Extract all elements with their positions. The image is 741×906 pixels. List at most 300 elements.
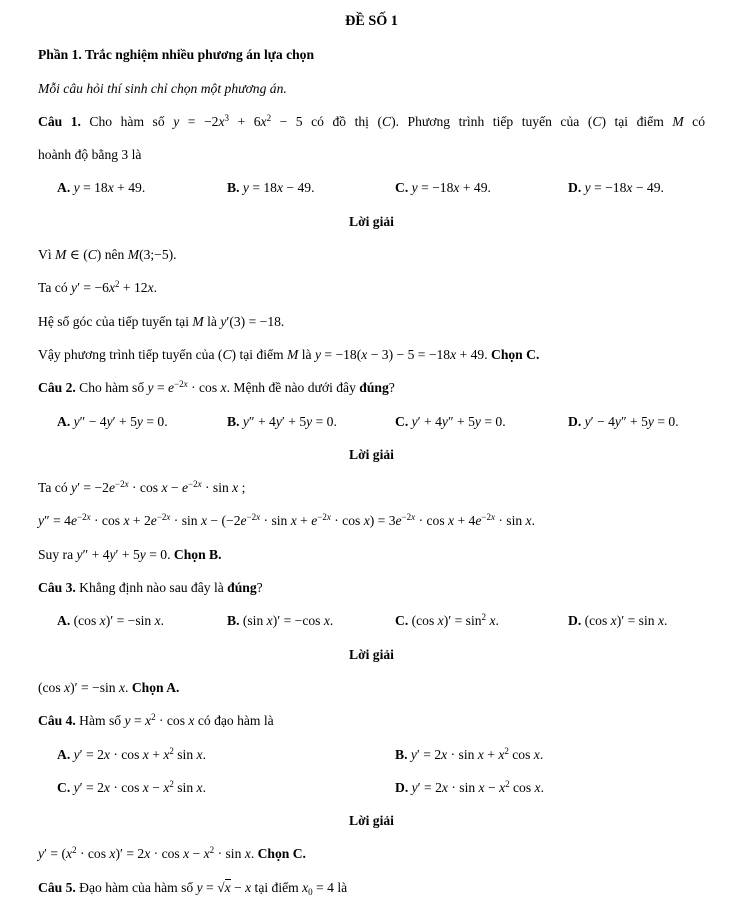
text-run: x <box>86 512 91 523</box>
text-run: x <box>441 746 448 762</box>
text-run: 2 <box>151 712 156 723</box>
text-run: · cos <box>330 513 364 529</box>
text-run: y <box>441 413 448 429</box>
text-run: sin <box>173 779 197 795</box>
text-run: (cos <box>70 613 100 629</box>
text-run: · sin <box>260 513 291 529</box>
text-run: ′ = −6 <box>77 280 109 296</box>
answer-option <box>395 771 705 804</box>
text-run: x <box>499 779 506 795</box>
text-run: ; <box>238 480 246 496</box>
text-run: e <box>108 480 116 496</box>
text-run: y <box>411 413 418 429</box>
text-run: M <box>287 346 299 362</box>
text-run: x <box>196 746 203 762</box>
answer-option <box>395 405 568 438</box>
text-run: M <box>127 247 140 263</box>
text-run: Chọn B. <box>173 546 222 562</box>
text-run: ″ + 5 <box>620 413 648 429</box>
text-run: · sin <box>447 779 479 795</box>
text-run: · cos <box>150 846 184 862</box>
q1-solution-line-4 <box>38 338 705 371</box>
text-run: 3 <box>224 112 229 123</box>
question-3-options <box>38 604 705 637</box>
text-run: − 49. <box>283 180 315 196</box>
text-run: Ta có <box>38 480 72 496</box>
text-run: = −18( <box>321 346 362 362</box>
text-run: x <box>441 779 448 795</box>
text-run: + <box>483 746 499 762</box>
text-run: )′ = −cos <box>272 613 324 629</box>
text-run: . <box>160 613 165 629</box>
text-run: y <box>73 779 80 795</box>
text-run: x <box>489 613 496 629</box>
text-run: x <box>478 779 485 795</box>
text-run: y <box>584 413 591 429</box>
text-run: ′ = ( <box>44 846 67 862</box>
text-run: y <box>73 746 80 762</box>
text-run: y <box>410 746 417 762</box>
text-run: = 0. <box>480 413 506 429</box>
text-run: y <box>196 879 203 895</box>
question-5-stem <box>38 871 705 904</box>
text-run: − <box>167 480 182 496</box>
text-run: A. <box>57 746 71 762</box>
section-heading <box>38 38 705 71</box>
text-run: · cos <box>155 713 189 729</box>
text-run: x <box>533 746 540 762</box>
text-run: B. <box>227 613 240 629</box>
text-run: Vậy phương trình tiếp tuyến của ( <box>38 346 223 362</box>
text-run: y <box>220 313 227 329</box>
text-run: = <box>130 713 146 729</box>
text-run: y <box>411 779 418 795</box>
text-run: ). Phương trình tiếp tuyến của ( <box>391 113 593 129</box>
q4-solution <box>38 837 705 870</box>
text-run: −2 <box>317 512 327 523</box>
text-run: x <box>108 280 116 296</box>
text-run: e <box>475 513 482 529</box>
text-run: x <box>266 613 273 629</box>
text-run: x <box>119 679 126 695</box>
answer-option <box>57 405 227 438</box>
text-run: ′ = −2 <box>77 480 109 496</box>
text-run: x <box>245 879 252 895</box>
text-run: 2 <box>504 745 509 756</box>
text-run: y <box>71 280 78 296</box>
text-run: x <box>109 846 116 862</box>
text-run: Lời giải <box>349 213 394 229</box>
exam-title <box>38 5 705 38</box>
text-run: + 2 <box>129 513 151 529</box>
text-run: D. <box>395 779 409 795</box>
text-run: Câu 1. <box>38 113 81 129</box>
text-run: x <box>183 846 190 862</box>
text-run: Câu 3. <box>38 580 76 596</box>
text-run: x <box>477 746 484 762</box>
text-run: x <box>450 346 457 362</box>
text-run: ″ + 4 <box>248 413 276 429</box>
text-run: x <box>147 280 154 296</box>
text-run: −2 <box>401 512 412 523</box>
text-run: 2 <box>169 778 174 789</box>
text-run: x <box>107 180 114 196</box>
text-run: ′ = 2 <box>416 746 442 762</box>
text-run: · sin <box>214 846 245 862</box>
text-run: x <box>196 779 203 795</box>
text-run: = −18 <box>590 180 627 196</box>
q1-solution-line-1 <box>38 238 705 271</box>
text-run: cos <box>509 779 535 795</box>
text-run: Chọn A. <box>131 679 180 695</box>
text-run: − 5 có đồ thị ( <box>271 113 383 129</box>
text-run: 0 <box>308 886 313 897</box>
text-run: x <box>203 846 210 862</box>
text-run: − <box>148 779 164 795</box>
text-run: · sin <box>170 513 201 529</box>
text-run: = <box>153 380 169 396</box>
text-run: x <box>197 479 202 490</box>
text-run: x <box>103 779 110 795</box>
text-run: . <box>125 679 132 695</box>
solution-heading-q2 <box>38 438 705 471</box>
text-run: = 0. <box>312 413 337 429</box>
text-run: x <box>144 846 151 862</box>
text-run: x <box>142 746 149 762</box>
text-run: −2 <box>77 512 87 523</box>
text-run: ″ + 4 <box>82 546 110 562</box>
text-run: x <box>326 512 331 523</box>
text-run: M <box>192 313 204 329</box>
text-run: x <box>290 513 297 529</box>
text-run: C <box>222 346 232 362</box>
text-run: x <box>218 113 225 129</box>
text-run: ′(3) = −18. <box>226 313 285 329</box>
answer-option <box>395 738 705 771</box>
q2-solution-line-1 <box>38 471 705 504</box>
q2-solution-line-2 <box>38 504 705 537</box>
text-run: y <box>139 546 146 562</box>
text-run: y <box>73 413 80 429</box>
text-run: ) tại điểm <box>601 113 673 129</box>
text-run: . <box>540 779 544 795</box>
text-run: ) tại điểm <box>231 346 288 362</box>
text-run: x <box>200 513 208 529</box>
text-run: x <box>448 513 455 529</box>
text-run: ′ + 5 <box>115 546 140 562</box>
text-run: Câu 5. <box>38 879 76 895</box>
text-run: Chọn C. <box>491 346 540 362</box>
text-run: y <box>124 713 131 729</box>
text-run: y <box>76 546 83 562</box>
text-run: − 3) − 5 = −18 <box>367 346 451 362</box>
text-run: A. <box>57 613 71 629</box>
text-run: x <box>163 779 170 795</box>
text-run: x <box>490 512 495 523</box>
text-run: y <box>314 346 321 362</box>
text-run: −2 <box>246 512 257 523</box>
text-run: )′ = sin <box>616 613 658 629</box>
question-1-stem-line-1 <box>38 105 705 138</box>
text-run: (cos <box>408 613 438 629</box>
text-run: sin <box>173 746 197 762</box>
text-run: M <box>672 113 684 129</box>
solution-heading-q4 <box>38 804 705 837</box>
text-run: Đạo hàm của hàm số <box>75 879 197 895</box>
text-run: (cos <box>38 679 65 695</box>
text-run: ĐỀ SỐ 1 <box>345 13 398 29</box>
text-run: đúng <box>359 380 389 396</box>
answer-option <box>227 405 395 438</box>
text-run: 2 <box>115 279 120 290</box>
solution-heading-q3 <box>38 638 705 671</box>
text-run: . <box>202 779 206 795</box>
question-2-stem <box>38 371 705 404</box>
text-run: B. <box>227 413 240 429</box>
text-run: ? <box>256 580 263 596</box>
text-run: x <box>657 613 664 629</box>
text-run: M <box>55 247 67 263</box>
text-run: ? <box>388 380 395 396</box>
text-run: x <box>64 679 71 695</box>
answer-option <box>57 738 395 771</box>
text-run: là <box>203 313 221 329</box>
text-run: = 0. <box>145 546 174 562</box>
text-run: C <box>87 247 97 263</box>
solution-heading-q1 <box>38 205 705 238</box>
text-run: ′ + 4 <box>417 413 442 429</box>
text-run: y <box>106 413 113 429</box>
text-run: cos <box>508 746 534 762</box>
text-run: x <box>188 713 195 729</box>
text-run: x <box>363 513 370 529</box>
text-run: Chọn C. <box>257 846 306 862</box>
text-run: · cos <box>109 746 143 762</box>
text-run: + <box>148 746 164 762</box>
text-run: C <box>592 113 602 129</box>
text-run: ′ = 2 <box>417 779 442 795</box>
text-run: ∈ ( <box>66 247 88 263</box>
text-run: −2 <box>115 479 125 490</box>
text-run: + <box>296 513 312 529</box>
text-run: y <box>614 413 621 429</box>
text-run: đúng <box>227 580 257 596</box>
text-run: · cos <box>109 779 143 795</box>
text-run: Vì <box>38 247 55 263</box>
text-run: Cho hàm số <box>75 380 148 396</box>
text-run: y <box>411 180 418 196</box>
text-run: x <box>626 180 633 196</box>
q3-solution <box>38 671 705 704</box>
text-run: x <box>361 346 368 362</box>
text-run: = 18 <box>79 180 108 196</box>
text-run: A. <box>57 413 71 429</box>
text-run: + 49. <box>113 180 146 196</box>
text-run: − 49. <box>632 180 664 196</box>
text-run: . <box>202 746 206 762</box>
text-run: Câu 2. <box>38 380 76 396</box>
answer-option <box>395 604 568 637</box>
text-run: ′ = 2 <box>79 779 104 795</box>
text-run: y <box>275 413 282 429</box>
text-run: )′ = −sin <box>70 679 119 695</box>
text-run: D. <box>568 413 582 429</box>
text-run: C. <box>395 413 409 429</box>
text-run: + 49. <box>459 180 491 196</box>
text-run: x <box>142 779 149 795</box>
text-run: C. <box>57 779 71 795</box>
text-run: (3;−5). <box>139 247 177 263</box>
text-run: ″ − 4 <box>79 413 107 429</box>
text-run: y <box>584 180 591 196</box>
text-run: Hàm số <box>75 713 125 729</box>
text-run: y <box>136 413 143 429</box>
text-run: ′ + 5 <box>112 413 137 429</box>
text-run: = 4 là <box>312 879 348 895</box>
instruction-note <box>38 72 705 105</box>
text-run: y <box>147 380 154 396</box>
answer-option <box>568 604 705 637</box>
text-run: C <box>382 113 392 129</box>
question-1-options <box>38 171 705 204</box>
text-run: · cos <box>187 380 221 396</box>
text-run: · sin <box>201 480 233 496</box>
question-4-stem <box>38 704 705 737</box>
text-run: y <box>71 480 78 496</box>
text-run: y <box>38 846 45 862</box>
text-run: · cos <box>128 480 162 496</box>
text-run: + 49. <box>456 346 491 362</box>
text-run: 2 <box>481 612 487 623</box>
text-run: y <box>242 413 249 429</box>
text-run: . <box>250 846 258 862</box>
text-run: x <box>244 846 251 862</box>
text-run: y <box>173 113 180 129</box>
question-3-stem <box>38 571 705 604</box>
text-run: x <box>163 746 170 762</box>
text-run: x <box>232 480 239 496</box>
text-run: = 0. <box>653 413 679 429</box>
text-run: 2 <box>169 745 174 756</box>
text-run: (cos <box>581 613 611 629</box>
text-run: )′ = 2 <box>115 846 145 862</box>
text-run: = 0. <box>142 413 168 429</box>
text-run: x <box>183 379 188 390</box>
text-run: có <box>683 113 706 129</box>
text-run: Lời giải <box>349 646 394 662</box>
text-run: )′ = −sin <box>105 613 155 629</box>
text-run: x <box>166 512 171 523</box>
text-run: + 12 <box>119 280 148 296</box>
text-run: . <box>495 613 499 629</box>
text-run: x <box>302 879 309 895</box>
text-run: C. <box>395 613 409 629</box>
text-run: = 18 <box>248 180 277 196</box>
text-run: . <box>153 280 158 296</box>
text-run: e <box>240 513 247 529</box>
text-run: Mỗi câu hỏi thí sinh chỉ chọn một phương án. <box>38 80 287 96</box>
text-run: = −18 <box>417 180 454 196</box>
text-run: x <box>124 479 129 490</box>
text-run: x <box>260 113 267 129</box>
question-4-options-ab <box>38 738 705 771</box>
text-run: 2 <box>72 845 77 856</box>
text-run: ′ − 4 <box>590 413 615 429</box>
text-run: ) nên <box>96 247 128 263</box>
text-run: Khẳng định nào sau đây là <box>75 580 228 596</box>
text-run: − <box>230 879 246 895</box>
text-run: ) = 3 <box>369 513 396 529</box>
text-run: −2 <box>174 379 184 390</box>
answer-option <box>57 771 395 804</box>
text-run: x <box>498 746 505 762</box>
text-run: + 6 <box>228 113 261 129</box>
text-run: · cos <box>415 513 449 529</box>
text-run: Cho hàm số <box>80 113 174 129</box>
text-run: · cos <box>90 513 124 529</box>
question-4-options-cd <box>38 771 705 804</box>
answer-option <box>395 171 568 204</box>
text-run: x <box>145 713 152 729</box>
text-run: · cos <box>76 846 110 862</box>
text-run: là <box>298 346 315 362</box>
text-run: . <box>664 613 668 629</box>
answer-option <box>568 405 705 438</box>
text-run: x <box>161 480 168 496</box>
text-run: D. <box>568 180 582 196</box>
text-run: −2 <box>156 512 167 523</box>
text-run: hoành độ bằng 3 là <box>38 147 142 163</box>
text-run: − <box>484 779 500 795</box>
text-run: B. <box>395 746 408 762</box>
text-run: e <box>150 513 157 529</box>
text-run: x <box>610 613 617 629</box>
text-run: x <box>103 746 110 762</box>
answer-option <box>227 171 395 204</box>
text-run: Lời giải <box>349 813 394 829</box>
text-run: − (−2 <box>207 513 241 529</box>
text-run: ″ = 4 <box>44 513 71 529</box>
text-run: x <box>123 513 130 529</box>
text-run: = √ <box>202 879 225 895</box>
text-run: tại điểm <box>251 879 303 895</box>
text-run: x <box>224 879 231 895</box>
text-run: 2 <box>505 778 510 789</box>
text-run: Ta có <box>38 280 72 296</box>
text-run: e <box>311 513 318 529</box>
text-run: x <box>453 180 460 196</box>
text-run: x <box>220 380 227 396</box>
answer-option <box>57 171 227 204</box>
answer-option <box>227 604 395 637</box>
text-run: Suy ra <box>38 546 77 562</box>
text-run: B. <box>227 180 240 196</box>
text-run: x <box>99 613 106 629</box>
text-run: · sin <box>494 513 526 529</box>
text-run: e <box>70 513 78 529</box>
text-run: ′ + 5 <box>281 413 307 429</box>
text-run: x <box>256 512 261 523</box>
text-run: y <box>306 413 313 429</box>
answer-option <box>57 604 227 637</box>
text-run: Phần 1. Trắc nghiệm nhiều phương án lựa chọn <box>38 47 315 63</box>
text-run: − <box>189 846 204 862</box>
text-run: x <box>66 846 73 862</box>
text-run: x <box>323 613 330 629</box>
text-run: −2 <box>481 512 491 523</box>
text-run: x <box>437 613 444 629</box>
text-run: ′ = 2 <box>79 746 104 762</box>
